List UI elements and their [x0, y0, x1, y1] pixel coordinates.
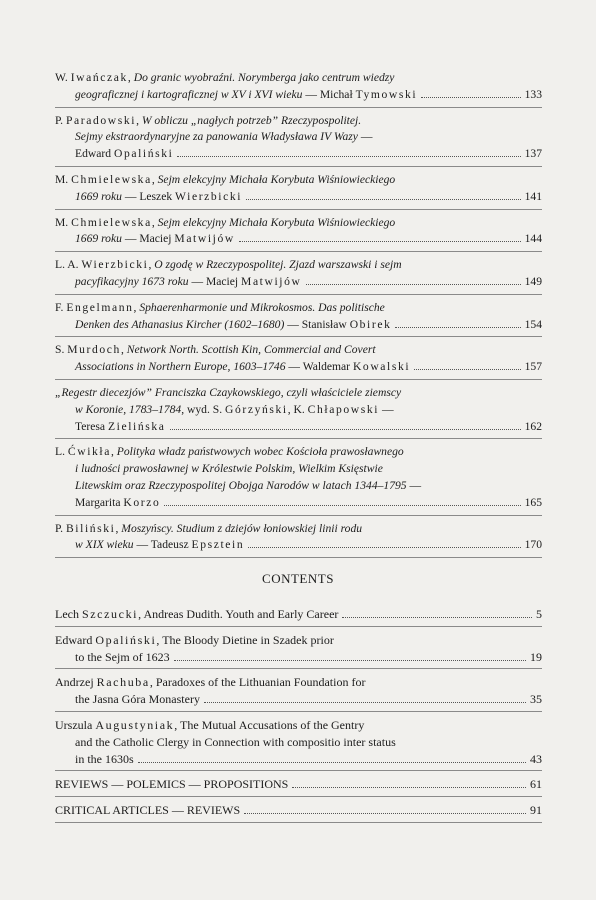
title-text: Network North. Scottish Kin, Commercial and Covert: [126, 343, 376, 357]
entry-fragment: M.: [55, 215, 72, 229]
author-name: Kowalski: [352, 360, 411, 374]
entry-fragment: —: [379, 402, 394, 416]
entry-fragment: — Stanisław: [284, 317, 350, 331]
entry-fragment: ,: [151, 172, 158, 186]
entry-text: [75, 495, 160, 512]
entry-fragment: ,: [127, 71, 134, 84]
entry-line: [55, 419, 542, 436]
toc-entry: [55, 630, 542, 670]
entry-line: [55, 802, 542, 819]
entry-fragment: Andrzej: [55, 675, 97, 690]
entry-line: [55, 674, 542, 691]
title-text: Do granic wyobraźni. Norymberga jako centrum wiedzy: [133, 71, 395, 84]
page-number: 19: [530, 649, 542, 664]
entry-fragment: F.: [55, 300, 67, 314]
title-text: Litewskim oraz Rzeczypospolitej Obojga Narodów w latach 1344–1795: [75, 478, 407, 492]
author-name: Rachuba: [96, 675, 150, 690]
author-name: Augustyniak: [95, 717, 175, 732]
toc-entry: [55, 383, 542, 439]
toc-entry: [55, 298, 542, 338]
dot-leader: [246, 199, 521, 200]
entry-fragment: and the Catholic Clergy in Connection with compositio inter status: [75, 734, 396, 749]
page-number: 149: [524, 274, 542, 288]
entry-line: [55, 691, 542, 708]
page-number: 5: [536, 607, 542, 621]
author-name: Opaliński: [113, 147, 174, 161]
author-name: Paradowski: [65, 113, 137, 127]
author-name: Wierzbicki: [175, 189, 243, 203]
entry-text: [75, 87, 417, 104]
dot-leader: [177, 156, 520, 157]
entry-text: [75, 317, 391, 334]
entry-fragment: — Michał: [302, 87, 356, 101]
entry-fragment: S.: [55, 343, 68, 357]
title-text: Moszyńscy. Studium z dziejów łoniowskiej linii rodu: [121, 521, 363, 535]
entry-fragment: ,: [120, 343, 127, 357]
page-number: 162: [524, 419, 542, 433]
entry-text: [75, 751, 134, 768]
author-name: Obirek: [349, 317, 392, 331]
author-name: Korzo: [123, 495, 161, 509]
entry-line: [55, 87, 542, 104]
author-name: Górzyński: [225, 402, 288, 416]
entry-line: [55, 215, 542, 232]
entry-fragment: L.: [55, 445, 68, 459]
title-text: O zgodę w Rzeczypospolitej. Zjazd warszawski i sejm: [154, 258, 402, 272]
contents-heading: CONTENTS: [262, 571, 334, 586]
entry-line: [55, 478, 542, 495]
entry-text: [75, 537, 244, 554]
entry-fragment: — Maciej: [188, 274, 242, 288]
dot-leader: [204, 702, 526, 703]
author-name: Zielińska: [107, 419, 166, 433]
entry-fragment: Lech: [55, 607, 82, 621]
entry-text: [55, 776, 288, 793]
entry-fragment: Urszula: [55, 717, 96, 732]
entry-fragment: — Waldemar: [285, 360, 353, 374]
entry-line: [55, 461, 542, 478]
entry-line: [55, 632, 542, 649]
entry-text: [75, 146, 173, 163]
entry-line: [55, 172, 542, 189]
entry-line: [55, 257, 542, 274]
dot-leader: [170, 429, 521, 430]
toc-entry: [55, 111, 542, 167]
entry-text: [75, 189, 242, 206]
title-text: Sejm elekcyjny Michała Korybuta Wiśniowieckiego: [157, 172, 396, 186]
toc-entry: [55, 442, 542, 515]
entry-line: [55, 717, 542, 734]
title-text: Polityka władz państwowych wobec Kościoła prawosławnego: [116, 445, 404, 459]
entry-fragment: P.: [55, 521, 66, 535]
author-name: Engelmann: [66, 300, 134, 314]
entry-line: [55, 359, 542, 376]
entry-fragment: Edward: [55, 632, 96, 647]
page-number: 157: [524, 360, 542, 374]
entry-fragment: the Jasna Góra Monastery: [75, 692, 200, 707]
page-number: 154: [524, 317, 542, 331]
author-name: Opaliński: [95, 632, 157, 647]
entry-line: [55, 274, 542, 291]
entry-fragment: , Paradoxes of the Lithuanian Foundation for: [149, 675, 366, 690]
dot-leader: [138, 762, 526, 763]
entry-line: [55, 231, 542, 248]
page-number: 133: [524, 87, 542, 101]
title-text: w Koronie, 1783–1784: [75, 402, 182, 416]
entry-fragment: REVIEWS — POLEMICS — PROPOSITIONS: [55, 777, 289, 792]
entry-fragment: ,: [148, 258, 155, 272]
page-number: 35: [530, 692, 542, 707]
entry-line: [55, 146, 542, 163]
entry-text: [75, 359, 410, 376]
author-name: Biliński: [65, 521, 116, 535]
page-number: 43: [530, 751, 542, 766]
entry-line: [55, 402, 542, 419]
page-number: 144: [524, 232, 542, 246]
author-name: Matwijów: [174, 232, 235, 246]
reviews-list: [55, 68, 542, 561]
entry-fragment: , wyd. S.: [181, 402, 225, 416]
entry-line: [55, 495, 542, 512]
title-text: i ludności prawosławnej w Królestwie Polskim, Wielkim Księstwie: [75, 462, 383, 476]
page-number: 61: [530, 777, 542, 792]
title-text: W obliczu „nagłych potrzeb” Rzeczypospolitej.: [141, 113, 362, 127]
entry-fragment: ,: [151, 215, 158, 229]
page-number: 141: [524, 189, 542, 203]
entry-line: [55, 537, 542, 554]
title-text: w XIX wieku: [75, 538, 134, 552]
toc-entry: [55, 340, 542, 380]
entry-fragment: —: [406, 478, 422, 492]
entry-fragment: — Leszek: [121, 189, 176, 203]
page-number: 91: [530, 803, 542, 818]
title-text: 1669 roku: [75, 232, 122, 246]
entry-fragment: , Andreas Dudith. Youth and Early Career: [138, 607, 339, 621]
title-text: geograficznej i kartograficznej w XV i XVI wieku: [75, 87, 303, 101]
toc-entry: [55, 213, 542, 253]
entry-text: [75, 649, 170, 666]
entry-fragment: L. A.: [55, 258, 82, 272]
entry-fragment: ,: [115, 521, 122, 535]
toc-entry: [55, 774, 542, 797]
entry-fragment: ,: [133, 300, 140, 314]
entry-line: [55, 734, 542, 751]
entry-fragment: ,: [110, 445, 117, 459]
dot-leader: [244, 813, 526, 814]
toc-entry: [55, 715, 542, 771]
author-name: Chłapowski: [307, 402, 380, 416]
entry-fragment: to the Sejm of 1623: [75, 649, 170, 664]
dot-leader: [164, 505, 520, 506]
page-number: 165: [524, 495, 542, 509]
entry-line: [55, 189, 542, 206]
author-name: Matwijów: [241, 274, 302, 288]
entry-line: [55, 300, 542, 317]
dot-leader: [414, 369, 520, 370]
entry-fragment: , The Mutual Accusations of the Gentry: [174, 717, 365, 732]
entry-fragment: P.: [55, 113, 66, 127]
title-text: Sejmy ekstraordynaryjne za panowania Władysława IV Wazy: [75, 130, 358, 144]
title-text: pacyfikacyjny 1673 roku: [75, 274, 189, 288]
entry-fragment: — Tadeusz: [133, 538, 192, 552]
author-name: Wierzbicki: [81, 258, 149, 272]
dot-leader: [395, 327, 520, 328]
entry-fragment: , The Bloody Dietine in Szadek prior: [156, 632, 334, 647]
entry-line: [55, 342, 542, 359]
entry-line: [55, 385, 542, 402]
entry-fragment: ,: [136, 113, 142, 127]
entry-line: [55, 444, 542, 461]
entry-fragment: Margarita: [75, 495, 124, 509]
entry-fragment: in the 1630s: [75, 751, 134, 766]
title-text: 1669 roku: [75, 189, 122, 203]
entry-line: [55, 317, 542, 334]
dot-leader: [306, 284, 521, 285]
dot-leader: [174, 660, 526, 661]
entry-fragment: , K.: [287, 402, 308, 416]
entry-fragment: M.: [55, 172, 72, 186]
entry-text: [75, 691, 200, 708]
entry-line: [55, 649, 542, 666]
entry-line: [55, 129, 542, 146]
entry-text: [75, 274, 302, 291]
author-name: Szczucki: [81, 607, 139, 621]
toc-entry: [55, 519, 542, 559]
entry-text: [75, 419, 166, 436]
dot-leader: [239, 241, 521, 242]
author-name: Epsztein: [191, 538, 245, 552]
entry-line: [55, 776, 542, 793]
entry-line: [55, 113, 542, 130]
entry-fragment: Edward: [75, 147, 114, 161]
author-name: Chmielewska: [71, 172, 152, 186]
dot-leader: [421, 97, 520, 98]
dot-leader: [342, 617, 532, 618]
toc-entry: [55, 672, 542, 712]
entry-fragment: Teresa: [75, 419, 108, 433]
author-name: Ćwikła: [67, 445, 111, 459]
entry-text: [75, 231, 235, 248]
entry-fragment: CRITICAL ARTICLES — REVIEWS: [55, 803, 241, 818]
toc-entry: [55, 800, 542, 823]
entry-fragment: W.: [55, 71, 71, 84]
title-text: Associations in Northern Europe, 1603–1746: [75, 360, 286, 374]
toc-entry: [55, 604, 542, 627]
toc-entry: [55, 68, 542, 108]
entry-text: [55, 802, 240, 819]
dot-leader: [292, 787, 526, 788]
entry-line: [55, 751, 542, 768]
author-name: Tymowski: [355, 87, 418, 101]
author-name: Iwańczak: [70, 71, 128, 84]
entry-fragment: — Maciej: [121, 232, 175, 246]
title-text: „Regestr diecezjów” Franciszka Czaykowskiego, czyli właściciele ziemscy: [55, 385, 402, 399]
toc-entry: [55, 255, 542, 295]
author-name: Murdoch: [67, 343, 121, 357]
page-number: 137: [524, 147, 542, 161]
entry-fragment: —: [357, 130, 373, 144]
dot-leader: [248, 547, 520, 548]
entry-text: [55, 606, 338, 623]
author-name: Chmielewska: [71, 215, 152, 229]
title-text: Denken des Athanasius Kircher (1602–1680): [75, 317, 285, 331]
contents-list: [55, 604, 542, 826]
entry-line: [55, 521, 542, 538]
page-number: 170: [524, 538, 542, 552]
entry-line: [55, 606, 542, 623]
entry-line: [55, 70, 542, 87]
title-text: Sphaerenharmonie und Mikrokosmos. Das politische: [139, 300, 385, 314]
title-text: Sejm elekcyjny Michała Korybuta Wiśniowieckiego: [157, 215, 396, 229]
toc-entry: [55, 170, 542, 210]
